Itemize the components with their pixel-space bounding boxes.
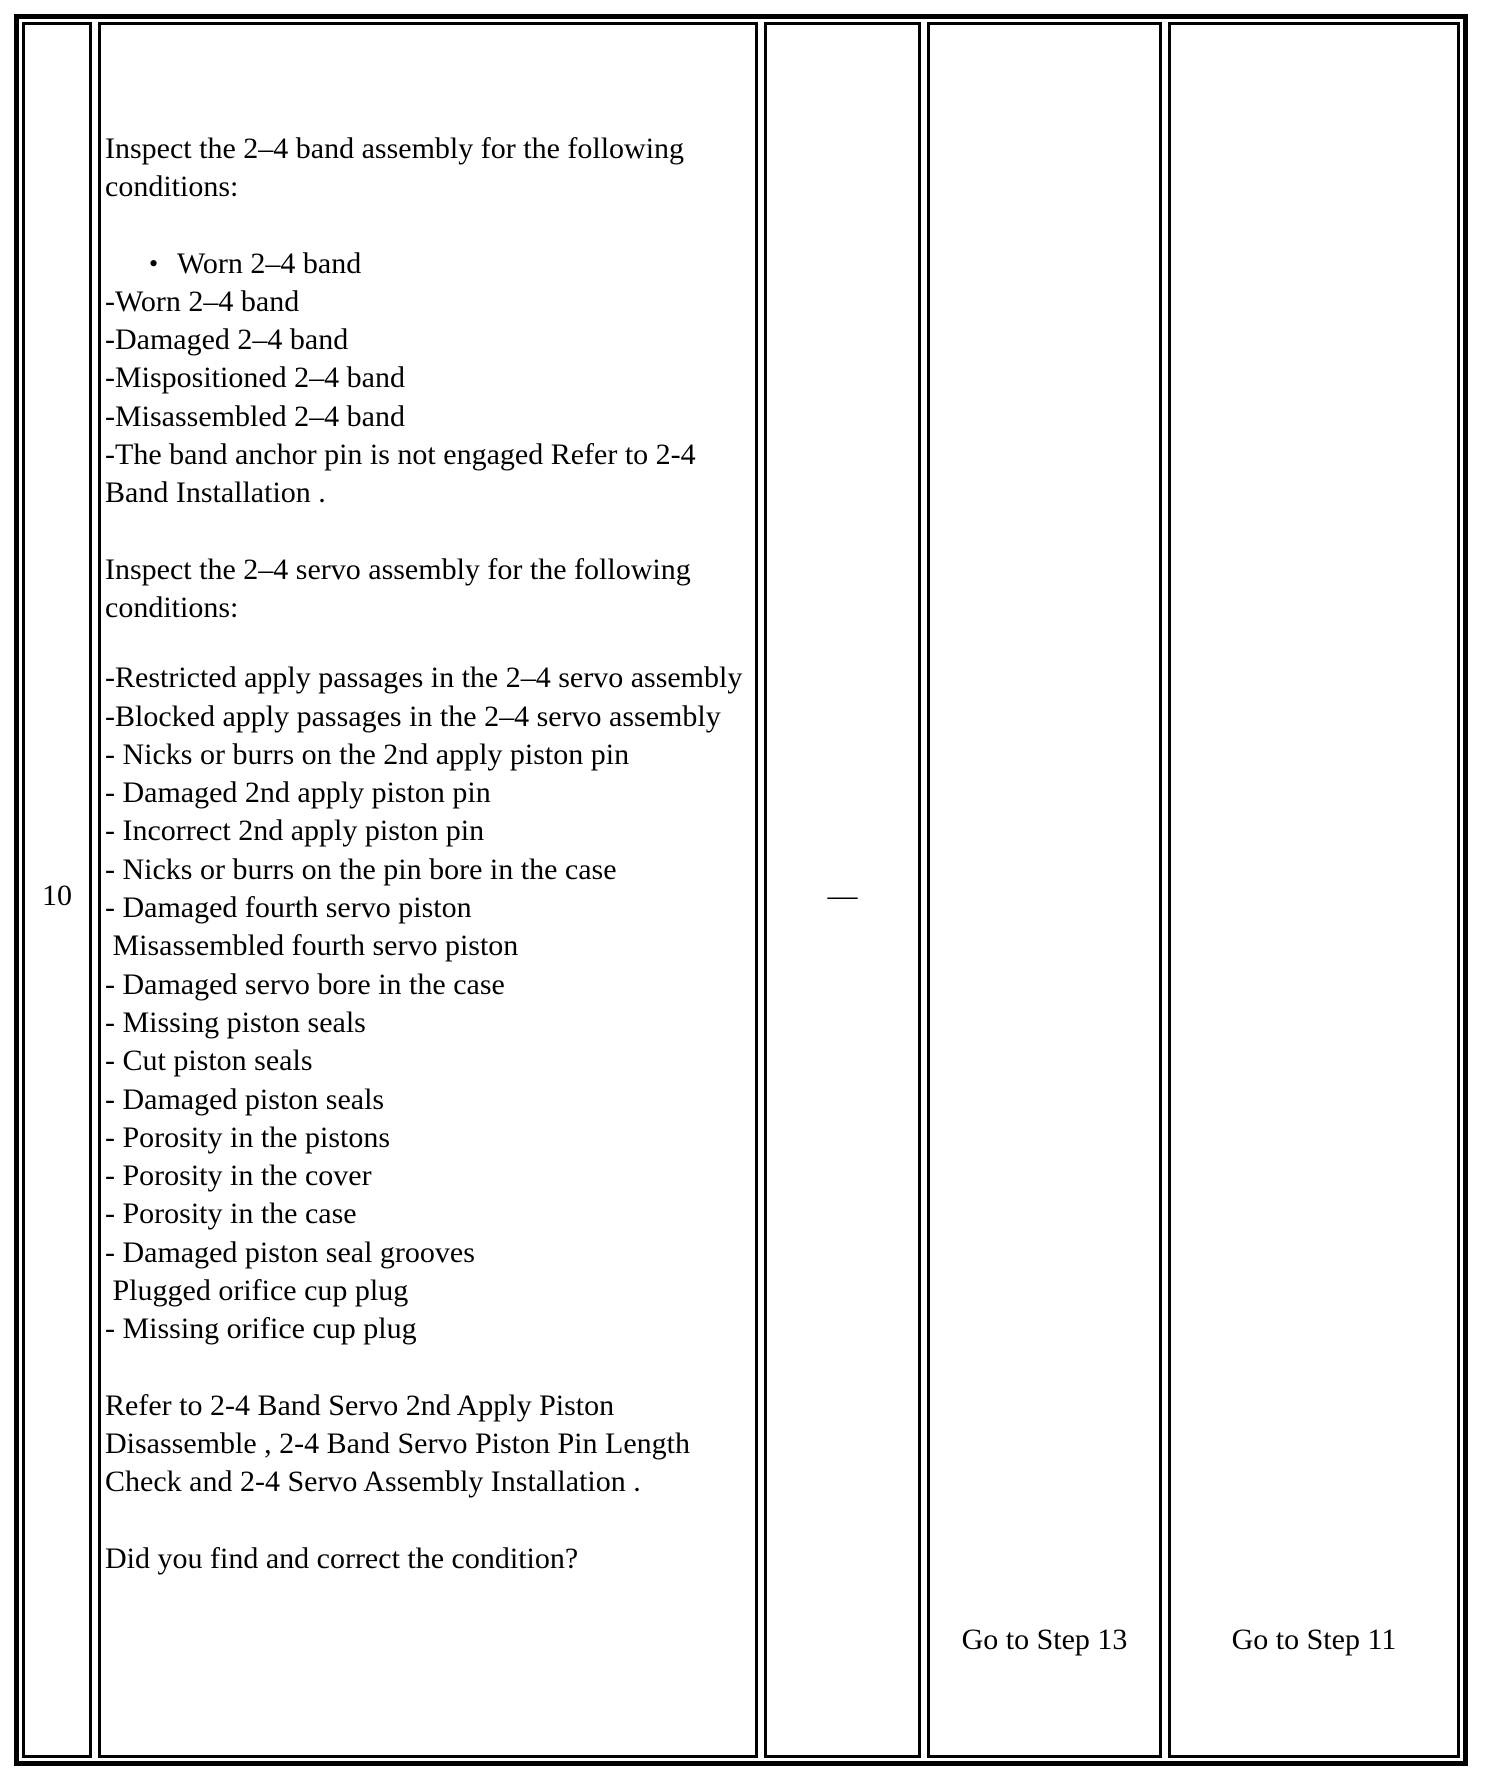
servo-conditions-list [105,659,755,1348]
servo-condition: - Porosity in the case [105,1197,357,1231]
servo-intro: Inspect the 2–4 servo assembly for the following conditions: [105,552,691,624]
band-bullet-list [105,245,755,283]
servo-condition: - Nicks or burrs on the 2nd apply piston pin [105,737,630,771]
servo-condition: - Damaged piston seal grooves [105,1235,475,1269]
action-cell [98,22,758,1758]
servo-condition: - Porosity in the cover [105,1159,372,1193]
servo-condition: - Damaged 2nd apply piston pin [105,776,491,810]
servo-condition: - Damaged fourth servo piston [105,891,472,925]
band-condition: -Misassembled 2–4 band [105,399,405,433]
band-condition: -Damaged 2–4 band [105,323,349,357]
servo-condition: - Missing orifice cup plug [105,1312,417,1346]
servo-condition: -Blocked apply passages in the 2–4 servo assembly [105,699,721,733]
band-bullet-item: • Worn 2–4 band [105,245,755,283]
action-content [105,130,755,1578]
servo-condition: Plugged orifice cup plug [105,1274,409,1308]
value-cell [764,22,921,1758]
servo-condition: -Restricted apply passages in the 2–4 servo assembly [105,661,743,695]
servo-condition: - Damaged servo bore in the case [105,967,505,1001]
servo-condition: - Porosity in the pistons [105,1120,391,1154]
no-go-to-step: Go to Step 11 [1231,1623,1397,1656]
servo-condition: - Cut piston seals [105,1044,313,1078]
yes-cell [927,22,1162,1758]
servo-condition: Misassembled fourth servo piston [105,929,519,963]
band-conditions-list [105,283,755,513]
servo-condition: - Missing piston seals [105,1005,366,1039]
question-text: Did you find and correct the condition? [105,1541,579,1575]
band-condition: -The band anchor pin is not engaged Refer to 2-4 Band Installation . [105,438,704,510]
band-condition: -Mispositioned 2–4 band [105,361,405,395]
reference-text: Refer to 2-4 Band Servo 2nd Apply Piston Disassemble , 2-4 Band Servo Piston Pin Length Check and 2-4 Servo Assembly Installation . [105,1388,690,1499]
band-intro: Inspect the 2–4 band assembly for the following conditions: [105,132,685,204]
servo-condition: - Damaged piston seals [105,1082,385,1116]
servo-condition: - Nicks or burrs on the pin bore in the case [105,852,617,886]
yes-go-to-step: Go to Step 13 [961,1623,1128,1656]
value-dash: — [827,879,858,912]
servo-condition: - Incorrect 2nd apply piston pin [105,814,485,848]
step-cell [22,22,92,1758]
band-condition: -Worn 2–4 band [105,284,300,318]
no-cell [1168,22,1460,1758]
step-number: 10 [42,879,72,912]
